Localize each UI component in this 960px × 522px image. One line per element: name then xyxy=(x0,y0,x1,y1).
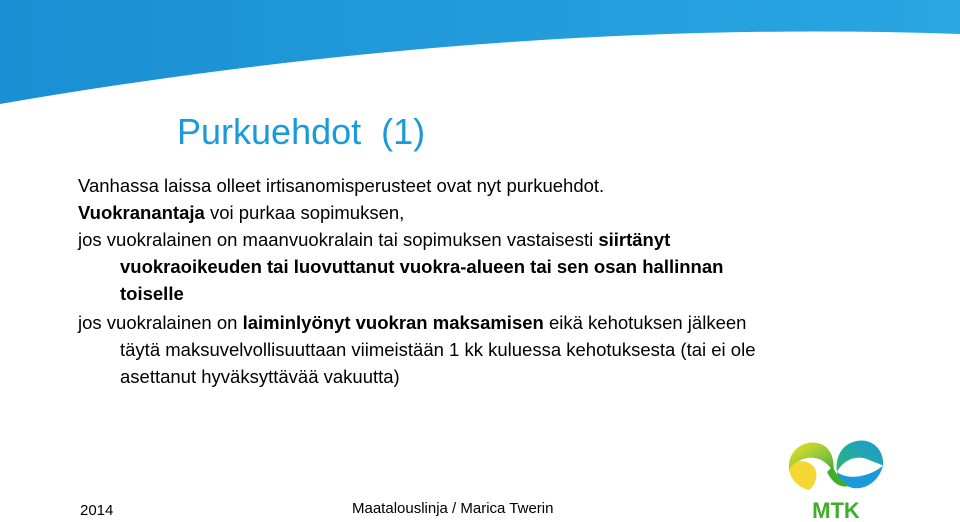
condition-transfer-bold-2: vuokraoikeuden tai luovuttanut vuokra-alueen tai sen osan hallinnan xyxy=(120,256,724,277)
condition-transfer xyxy=(78,226,938,307)
slide-body xyxy=(78,172,938,390)
body-line-2-rest: voi purkaa sopimuksen, xyxy=(204,202,405,223)
body-line-2 xyxy=(78,199,938,226)
condition-nonpayment-end: eikä kehotuksen jälkeen xyxy=(543,312,747,333)
condition-nonpayment-start: jos vuokralainen on xyxy=(78,312,243,333)
condition-nonpayment-line-3: asettanut hyväksyttävää vakuutta) xyxy=(120,366,400,387)
mtk-logo-text: MTK xyxy=(812,498,860,522)
header-banner xyxy=(0,0,960,110)
condition-nonpayment-line-2: täytä maksuvelvollisuuttaan viimeistään 1 kk kuluessa kehotuksesta (tai ei ole xyxy=(120,339,756,360)
mtk-logo xyxy=(783,432,889,522)
condition-transfer-bold-1: siirtänyt xyxy=(598,229,671,250)
condition-nonpayment xyxy=(78,309,938,390)
condition-transfer-start: jos vuokralainen on maanvuokralain tai sopimuksen vastaisesti xyxy=(78,229,599,250)
condition-nonpayment-bold: laiminlyönyt vuokran maksamisen xyxy=(242,312,544,333)
body-line-1: Vanhassa laissa olleet irtisanomisperusteet ovat nyt purkuehdot. xyxy=(78,175,605,196)
landlord-label: Vuokranantaja xyxy=(78,202,205,223)
slide-title: Purkuehdot (1) xyxy=(177,111,426,152)
footer-year: 2014 xyxy=(80,502,114,519)
condition-transfer-bold-3: toiselle xyxy=(120,283,184,304)
footer-author: Maatalouslinja / Marica Twerin xyxy=(352,500,554,517)
